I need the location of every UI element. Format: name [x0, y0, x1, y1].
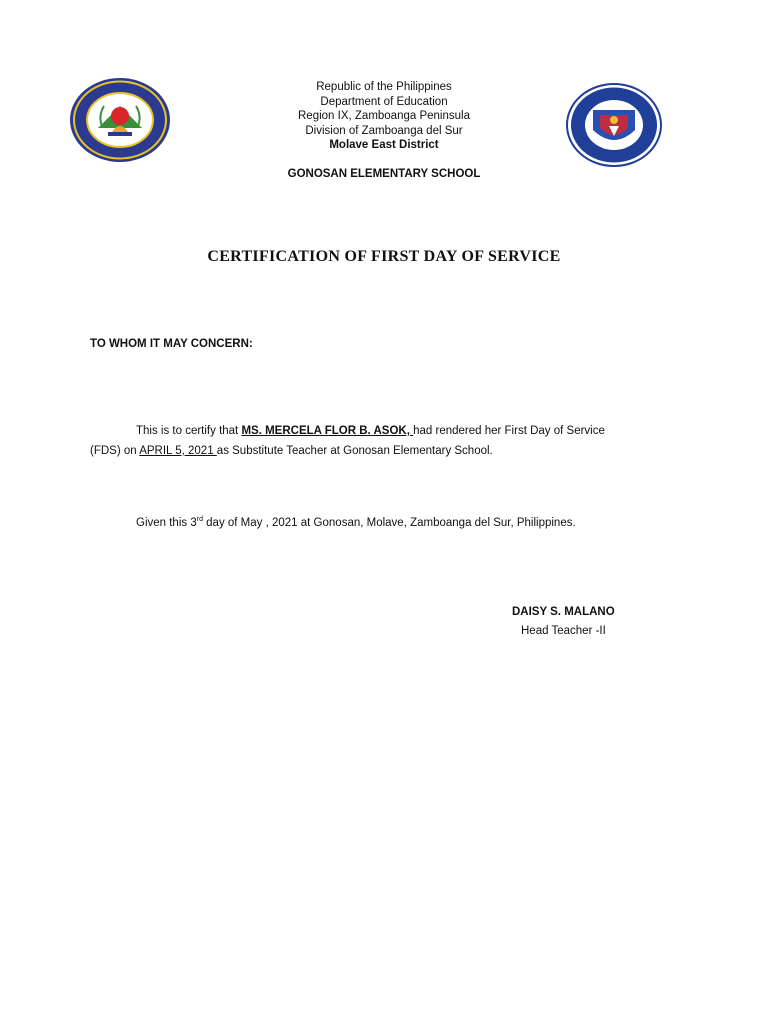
certification-paragraph [90, 422, 635, 461]
letterhead-division: Division of Zamboanga del Sur [305, 124, 463, 137]
school-name: GONOSAN ELEMENTARY SCHOOL [287, 168, 481, 180]
school-seal-logo [68, 76, 172, 164]
letterhead-district: Molave East District [329, 139, 439, 151]
signatory-name: DAISY S. MALANO [512, 606, 615, 618]
given-paragraph [90, 514, 635, 534]
letterhead [224, 80, 544, 153]
given-suffix: day of May , 2021 at Gonosan, Molave, Zamboanga del Sur, Philippines. [202, 517, 576, 529]
certify-suffix: as Substitute Teacher at Gonosan Elementary School. [216, 444, 493, 457]
letterhead-region: Region IX, Zamboanga Peninsula [298, 110, 470, 122]
employee-name: MS. MERCELA FLOR B. ASOK, [241, 425, 414, 437]
certify-middle: had rendered her First Day of Service (FDS) on [90, 425, 605, 457]
service-date: APRIL 5, 2021 [139, 444, 217, 457]
letterhead-country: Republic of the Philippines [316, 81, 452, 93]
letterhead-department: Department of Education [320, 95, 448, 108]
deped-seal-logo [565, 82, 663, 168]
given-ordinal: rd [196, 516, 203, 524]
certify-prefix: This is to certify that [136, 425, 242, 437]
salutation: TO WHOM IT MAY CONCERN: [90, 338, 253, 350]
given-prefix: Given this 3 [136, 517, 197, 529]
signatory-position: Head Teacher -II [521, 625, 606, 637]
document-title: CERTIFICATION OF FIRST DAY OF SERVICE [207, 248, 561, 265]
